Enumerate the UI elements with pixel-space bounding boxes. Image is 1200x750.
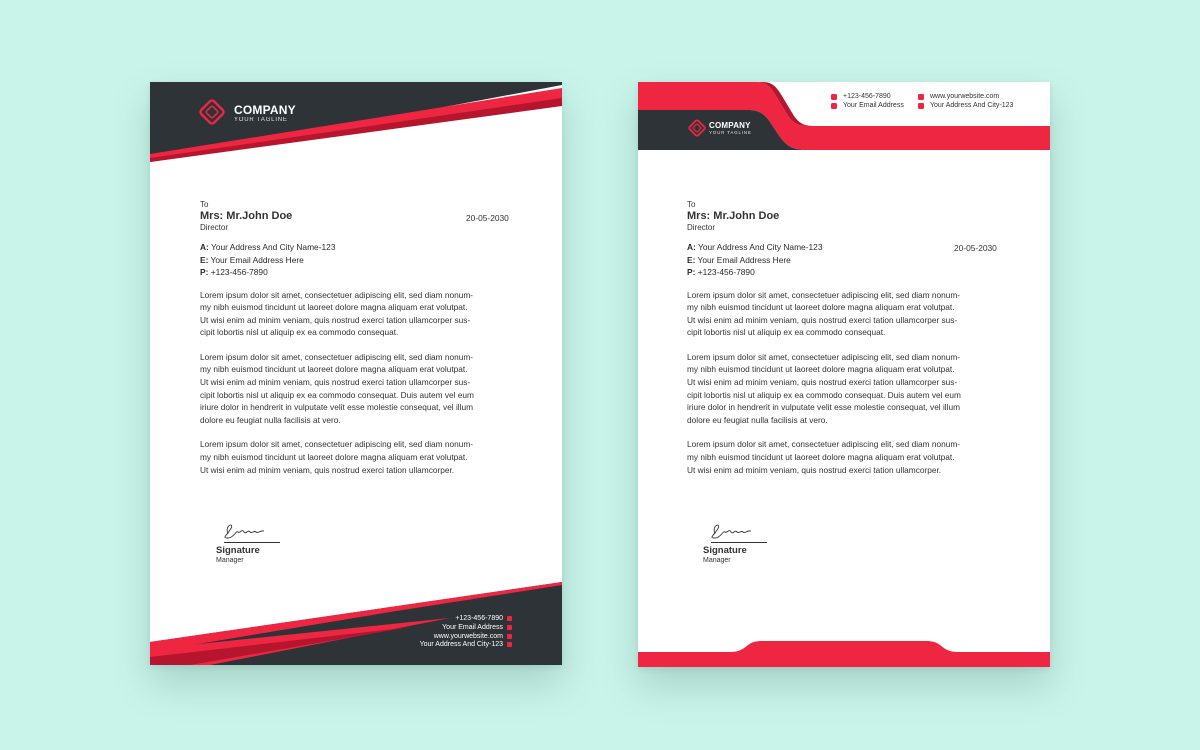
paragraph: Lorem ipsum dolor sit amet, consectetuer adipiscing elit, sed diam nonum- my nibh euismod tincidunt ut laoreet dolore magna aliquam erat volutpat. Ut wisi enim ad minim veniam, quis nostrud exerci tation ullamcorper sus- cipit lobortis nisl ut aliquip ex ea commodo consequat. Duis autem vel eum iriure dolor in hendrerit in vulputate velit esse molestie consequat, vel illum dolore eu feugiat nulla facilisis at vero. <box>687 351 961 425</box>
signature-scrawl <box>216 520 276 542</box>
brand-block <box>234 103 296 123</box>
to-label: To <box>200 200 209 209</box>
phone-line: P: +123-456-7890 <box>200 267 268 277</box>
company-logo-icon <box>198 98 226 126</box>
header-contacts-right <box>918 92 1013 110</box>
contact-address: Your Address And City-123 <box>420 640 512 649</box>
paragraph: Lorem ipsum dolor sit amet, consectetuer adipiscing elit, sed diam nonum- my nibh euismod tincidunt ut laoreet dolore magna aliquam erat volutpat. Ut wisi enim ad minim veniam, quis nostrud exerci tation ullamcorper. <box>687 439 961 475</box>
paragraph: Lorem ipsum dolor sit amet, consectetuer adipiscing elit, sed diam nonum- my nibh euismod tincidunt ut laoreet dolore magna aliquam erat volutpat. Ut wisi enim ad minim veniam, quis nostrud exerci tation ullamcorper sus- cipit lobortis nisl ut aliquip ex ea commodo consequat. <box>687 289 961 338</box>
web-icon <box>507 634 512 639</box>
address-line: A: Your Address And City Name-123 <box>687 242 823 252</box>
recipient-name: Mrs: Mr.John Doe <box>200 210 293 222</box>
contact-website: www.yourwebsite.com <box>420 632 512 641</box>
phone-icon <box>831 94 837 100</box>
contact-address: Your Address And City-123 <box>918 101 1013 110</box>
location-icon <box>918 103 924 109</box>
brand-block <box>709 121 752 135</box>
letterhead-design-2 <box>638 82 1050 667</box>
letter-body <box>687 200 1003 476</box>
signature-scrawl <box>703 520 763 542</box>
contact-website: www.yourwebsite.com <box>918 92 1013 101</box>
web-icon <box>918 94 924 100</box>
signature-title: Manager <box>216 557 244 564</box>
letter-body <box>200 200 516 476</box>
company-logo-icon <box>687 118 707 138</box>
location-icon <box>507 642 512 647</box>
contact-email: Your Email Address <box>831 101 904 110</box>
phone-icon <box>507 616 512 621</box>
company-tagline: YOUR TAGLINE <box>709 130 752 135</box>
email-line: E: Your Email Address Here <box>687 254 791 265</box>
recipient-name: Mrs: Mr.John Doe <box>687 210 780 222</box>
signature-block <box>703 520 767 564</box>
company-tagline: YOUR TAGLINE <box>234 117 288 123</box>
recipient-role: Director <box>687 223 716 232</box>
contact-email: Your Email Address <box>420 623 512 632</box>
company-name: COMPANY <box>234 103 296 117</box>
paragraph: Lorem ipsum dolor sit amet, consectetuer adipiscing elit, sed diam nonum- my nibh euismod tincidunt ut laoreet dolore magna aliquam erat volutpat. Ut wisi enim ad minim veniam, quis nostrud exerci tation ullamcorper sus- cipit lobortis nisl ut aliquip ex ea commodo consequat. <box>200 289 474 338</box>
contact-phone: +123-456-7890 <box>831 92 904 101</box>
contact-phone: +123-456-7890 <box>420 615 512 624</box>
to-label: To <box>687 200 696 209</box>
header-contacts-left <box>831 92 904 110</box>
address-line: A: Your Address And City Name-123 <box>200 242 336 252</box>
signature-title: Manager <box>703 557 731 564</box>
company-name: COMPANY <box>709 121 751 130</box>
paragraph: Lorem ipsum dolor sit amet, consectetuer adipiscing elit, sed diam nonum- my nibh euismod tincidunt ut laoreet dolore magna aliquam erat volutpat. Ut wisi enim ad minim veniam, quis nostrud exerci tation ullamcorper sus- cipit lobortis nisl ut aliquip ex ea commodo consequat. Duis autem vel eum iriure dolor in hendrerit in vulputate velit esse molestie consequat, vel illum dolore eu feugiat nulla facilisis at vero. <box>200 351 474 425</box>
signature-block <box>216 520 280 564</box>
email-icon <box>507 625 512 630</box>
email-line: E: Your Email Address Here <box>200 254 304 265</box>
signature-name: Signature <box>216 545 260 556</box>
letter-date: 20-05-2030 <box>466 213 509 223</box>
email-icon <box>831 103 837 109</box>
address-block <box>200 241 516 279</box>
phone-line: P: +123-456-7890 <box>687 267 755 277</box>
letter-date: 20-05-2030 <box>954 243 997 253</box>
signature-name: Signature <box>703 545 747 556</box>
recipient-role: Director <box>200 223 229 232</box>
footer-contacts <box>420 615 512 649</box>
letterhead-design-1 <box>150 82 562 665</box>
paragraph: Lorem ipsum dolor sit amet, consectetuer adipiscing elit, sed diam nonum- my nibh euismod tincidunt ut laoreet dolore magna aliquam erat volutpat. Ut wisi enim ad minim veniam, quis nostrud exerci tation ullamcorper. <box>200 439 474 475</box>
